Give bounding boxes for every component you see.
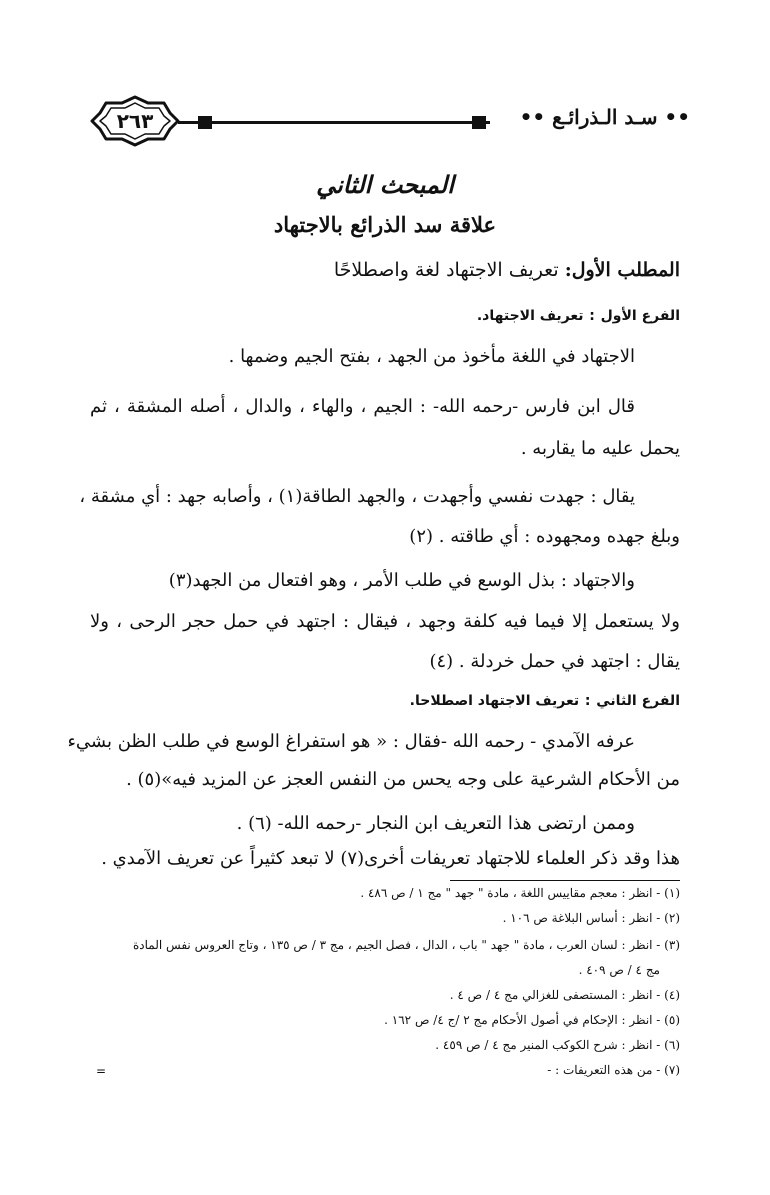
section-title: تعريف الاجتهاد لغة واصطلاحًا (333, 259, 559, 281)
header-rule-block-left (198, 116, 212, 129)
footnote-continuation-mark: = (96, 1064, 107, 1078)
paragraph-3-line-2: وبلغ جهده ومجهوده : أي طاقته . (٢) (409, 526, 680, 547)
paragraph-6-line-2: من الأحكام الشرعية على وجه يحس من النفس العجز عن المزيد فيه»(٥) . (126, 769, 680, 790)
section-heading (90, 258, 680, 282)
branch-one-heading (90, 303, 680, 328)
page-number: ٢٦٣ (116, 109, 154, 133)
branch-one-title: تعريف الاجتهاد. (476, 308, 584, 324)
paragraph-2-line-1: قال ابن فارس -رحمه الله- : الجيم ، والهاء ، والدال ، أصله المشقة ، ثم (90, 396, 635, 417)
chapter-heading: المبحث الثاني (316, 170, 454, 199)
footnote-1: (١) - انظر : معجم مقاييس اللغة ، مادة " جهد " مج ١ / ص ٤٨٦ . (360, 886, 680, 900)
section-label: المطلب الأول: (564, 259, 680, 281)
footnote-6: (٦) - انظر : شرح الكوكب المنير مج ٤ / ص ٤٥٩ . (435, 1038, 680, 1052)
branch-one-label: الفرع الأول (600, 308, 680, 324)
footnote-4: (٤) - انظر : المستصفى للغزالي مج ٤ / ص ٤ . (449, 988, 680, 1002)
paragraph-1: الاجتهاد في اللغة مأخوذ من الجهد ، بفتح الجيم وضمها . (228, 346, 635, 367)
header-rule-block-right (472, 116, 486, 129)
branch-two-label: الفرع الثاني (596, 693, 680, 709)
paragraph-3-line-1: يقال : جهدت نفسي وأجهدت ، والجهد الطاقة(١) ، وأصابه جهد : أي مشقة ، (79, 486, 635, 507)
footnote-7: (٧) - من هذه التعريفات : - (547, 1063, 680, 1077)
branch-one-colon: : (589, 308, 595, 324)
running-header-title: •• سـد الـذرائـع •• (519, 105, 690, 129)
paragraph-2-line-2: يحمل عليه ما يقاربه . (520, 438, 680, 459)
paragraph-5-line-2: يقال : اجتهد في حمل خردلة . (٤) (429, 651, 680, 672)
header-rule (178, 121, 490, 124)
paragraph-7: وممن ارتضى هذا التعريف ابن النجار -رحمه الله- (٦) . (236, 813, 635, 834)
footnote-3-line-2: مج ٤ / ص ٤٠٩ . (578, 963, 660, 977)
branch-two-heading (90, 688, 680, 713)
footnote-5: (٥) - انظر : الإحكام في أصول الأحكام مج ٢ /ج ٤/ ص ١٦٢ . (384, 1013, 680, 1027)
footnote-separator (450, 880, 680, 881)
branch-two-colon: : (584, 693, 591, 709)
chapter-subheading: علاقة سد الذرائع بالاجتهاد (273, 212, 497, 237)
paragraph-8: هذا وقد ذكر العلماء للاجتهاد تعريفات أخرى(٧) لا تبعد كثيراً عن تعريف الآمدي . (101, 848, 680, 869)
running-header (90, 95, 690, 145)
footnote-2: (٢) - انظر : أساس البلاغة ص ١٠٦ . (502, 911, 680, 925)
paragraph-5-line-1: ولا يستعمل إلا فيما فيه كلفة وجهد ، فيقال : اجتهد في حمل حجر الرحى ، ولا (90, 611, 680, 632)
branch-two-title: تعريف الاجتهاد اصطلاحا. (409, 693, 580, 709)
paragraph-6-line-1: عرفه الآمدي - رحمه الله -فقال : « هو استفراغ الوسع في طلب الظن بشيء (67, 731, 635, 752)
paragraph-4: والاجتهاد : بذل الوسع في طلب الأمر ، وهو افتعال من الجهد(٣) (168, 570, 635, 591)
footnote-3-line-1: (٣) - انظر : لسان العرب ، مادة " جهد " باب ، الدال ، فصل الجيم ، مج ٣ / ص ١٣٥ ، وتاج العروس نفس المادة (133, 938, 680, 952)
